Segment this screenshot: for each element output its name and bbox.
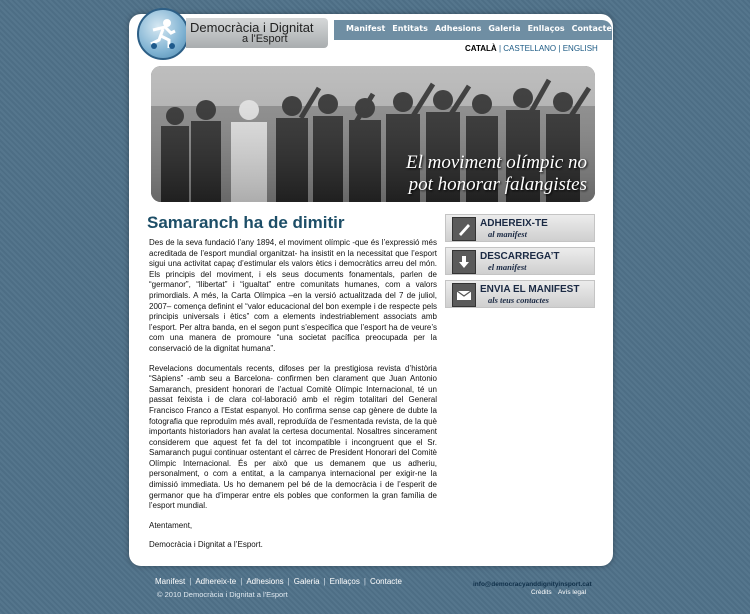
pen-icon (452, 217, 476, 241)
logo-emblem[interactable] (137, 8, 189, 60)
lang-catala[interactable]: CATALÀ (465, 44, 497, 53)
credits-link[interactable]: Crèdits (531, 589, 552, 596)
main-nav (346, 24, 612, 33)
footer-link-contacte[interactable]: Contacte (369, 577, 402, 586)
footer-link-enllacos[interactable]: Enllaços (329, 577, 360, 586)
mail-icon (452, 283, 476, 307)
runner-icon (145, 16, 181, 52)
nav-contacte[interactable]: Contacte (571, 24, 612, 33)
hero-caption-line1: El moviment olímpic no (406, 152, 587, 173)
language-selector (465, 44, 598, 53)
descarrega-button[interactable] (445, 247, 595, 275)
article-body (149, 238, 437, 560)
footer-nav: Manifest | Adhereix-te | Adhesions | Galeria | Enllaços | Contacte (155, 577, 402, 586)
article-closing: Atentament, (149, 520, 193, 530)
article-paragraph: Des de la seva fundació l’any 1894, el moviment olímpic -que és l’expressió més acreditada de l’esport mundial organitzat- ha insistit en la necessitat que l’esport sigui una activitat capaç d’estimular els valors ètics i democràtics arreu del món. Els principis del moviment, i els seus documents fonamentals, parlen de “germanor”, “llibertat” i “igualtat” entre comunitats humanes, com a valors primordials. A més, la Carta Olímpica –en la versió actualitzada del 7 de juliol, 2007– comença definint el “valor educacional del bon exemple i de respecte pels principis universals i ètics” com a elements indestriablement associats amb l’esport. Per altra banda, en el segon punt s’especifica que l’esport ha de veure’s com una manera de promoure “una societat pacífica preocupada per la conservació de la dignitat humana”. (149, 238, 437, 353)
adhereix-button[interactable] (445, 214, 595, 242)
envia-title: ENVIA EL MANIFEST (480, 284, 580, 295)
nav-adhesions[interactable]: Adhesions (434, 24, 482, 33)
footer-link-adhereix[interactable]: Adhereix-te (195, 577, 237, 586)
legal-links (531, 589, 591, 596)
footer-link-adhesions[interactable]: Adhesions (246, 577, 284, 586)
footer-link-galeria[interactable]: Galeria (293, 577, 320, 586)
descarrega-subtitle: el manifest (488, 262, 527, 272)
nav-enllacos[interactable]: Enllaços (527, 24, 565, 33)
contact-email[interactable]: info@democracyanddignityinsport.cat (473, 581, 592, 588)
article-signature: Democràcia i Dignitat a l’Esport. (149, 540, 263, 550)
logo-subtitle: a l'Esport (242, 33, 288, 45)
envia-button[interactable] (445, 280, 595, 308)
footer-link-manifest[interactable]: Manifest (155, 577, 186, 586)
nav-galeria[interactable]: Galeria (488, 24, 521, 33)
adhereix-subtitle: al manifest (488, 229, 527, 239)
nav-manifest[interactable]: Manifest (346, 24, 386, 33)
descarrega-title: DESCARREGA’T (480, 251, 560, 262)
download-icon (452, 250, 476, 274)
lang-separator: | (498, 44, 502, 53)
nav-entitats[interactable]: Entitats (392, 24, 428, 33)
article-paragraph: Revelacions documentals recents, difoses per la prestigiosa revista d’història “Sàpiens” -amb seu a Barcelona- confirmen ben clarament que Juan Antonio Samaranch, president honorari de l’actual Comitè Olímpic Internacional, té un passat feixista i de clara col·laboració amb el règim totalitari del General Francisco Franco a l’Estat espanyol. Ho confirma sense cap gènere de dubte la fotografia que reproduïm més avall, reproduïda de l’esmentada revista, de la què importants historiadors han avalat la certesa documental. Nosaltres sincerament considerem que aquest fet fa del tot incompatible i incongruent que el Sr. Samaranch pugui continuar ostentant el càrrec de President Honorari del Comitè Olímpic Internacional. És per això que us demanem que us adheriu, personalment, o com a entitat, a la campanya internacional per exigir-ne la dimissió immediata. Us ho demanem pel bé de la democràcia i de l’esperit de germanor que ha d’imperar entre els pobles que conformen la gran família de l’esport mundial. (149, 363, 437, 511)
lang-english[interactable]: ENGLISH (562, 44, 598, 53)
hero-caption (406, 152, 587, 196)
adhereix-title: ADHEREIX-TE (480, 218, 548, 229)
lang-separator: | (558, 44, 561, 53)
envia-subtitle: als teus contactes (488, 295, 549, 305)
page-title: Samaranch ha de dimitir (147, 213, 345, 232)
legal-notice-link[interactable]: Avís legal (558, 589, 587, 596)
lang-castellano[interactable]: CASTELLANO (503, 44, 557, 53)
hero-caption-line2: pot honorar falangistes (408, 174, 587, 195)
hero-banner (151, 66, 595, 202)
logo-title: Democràcia i Dignitat (190, 20, 314, 35)
copyright: © 2010 Democràcia i Dignitat a l'Esport (157, 590, 288, 599)
